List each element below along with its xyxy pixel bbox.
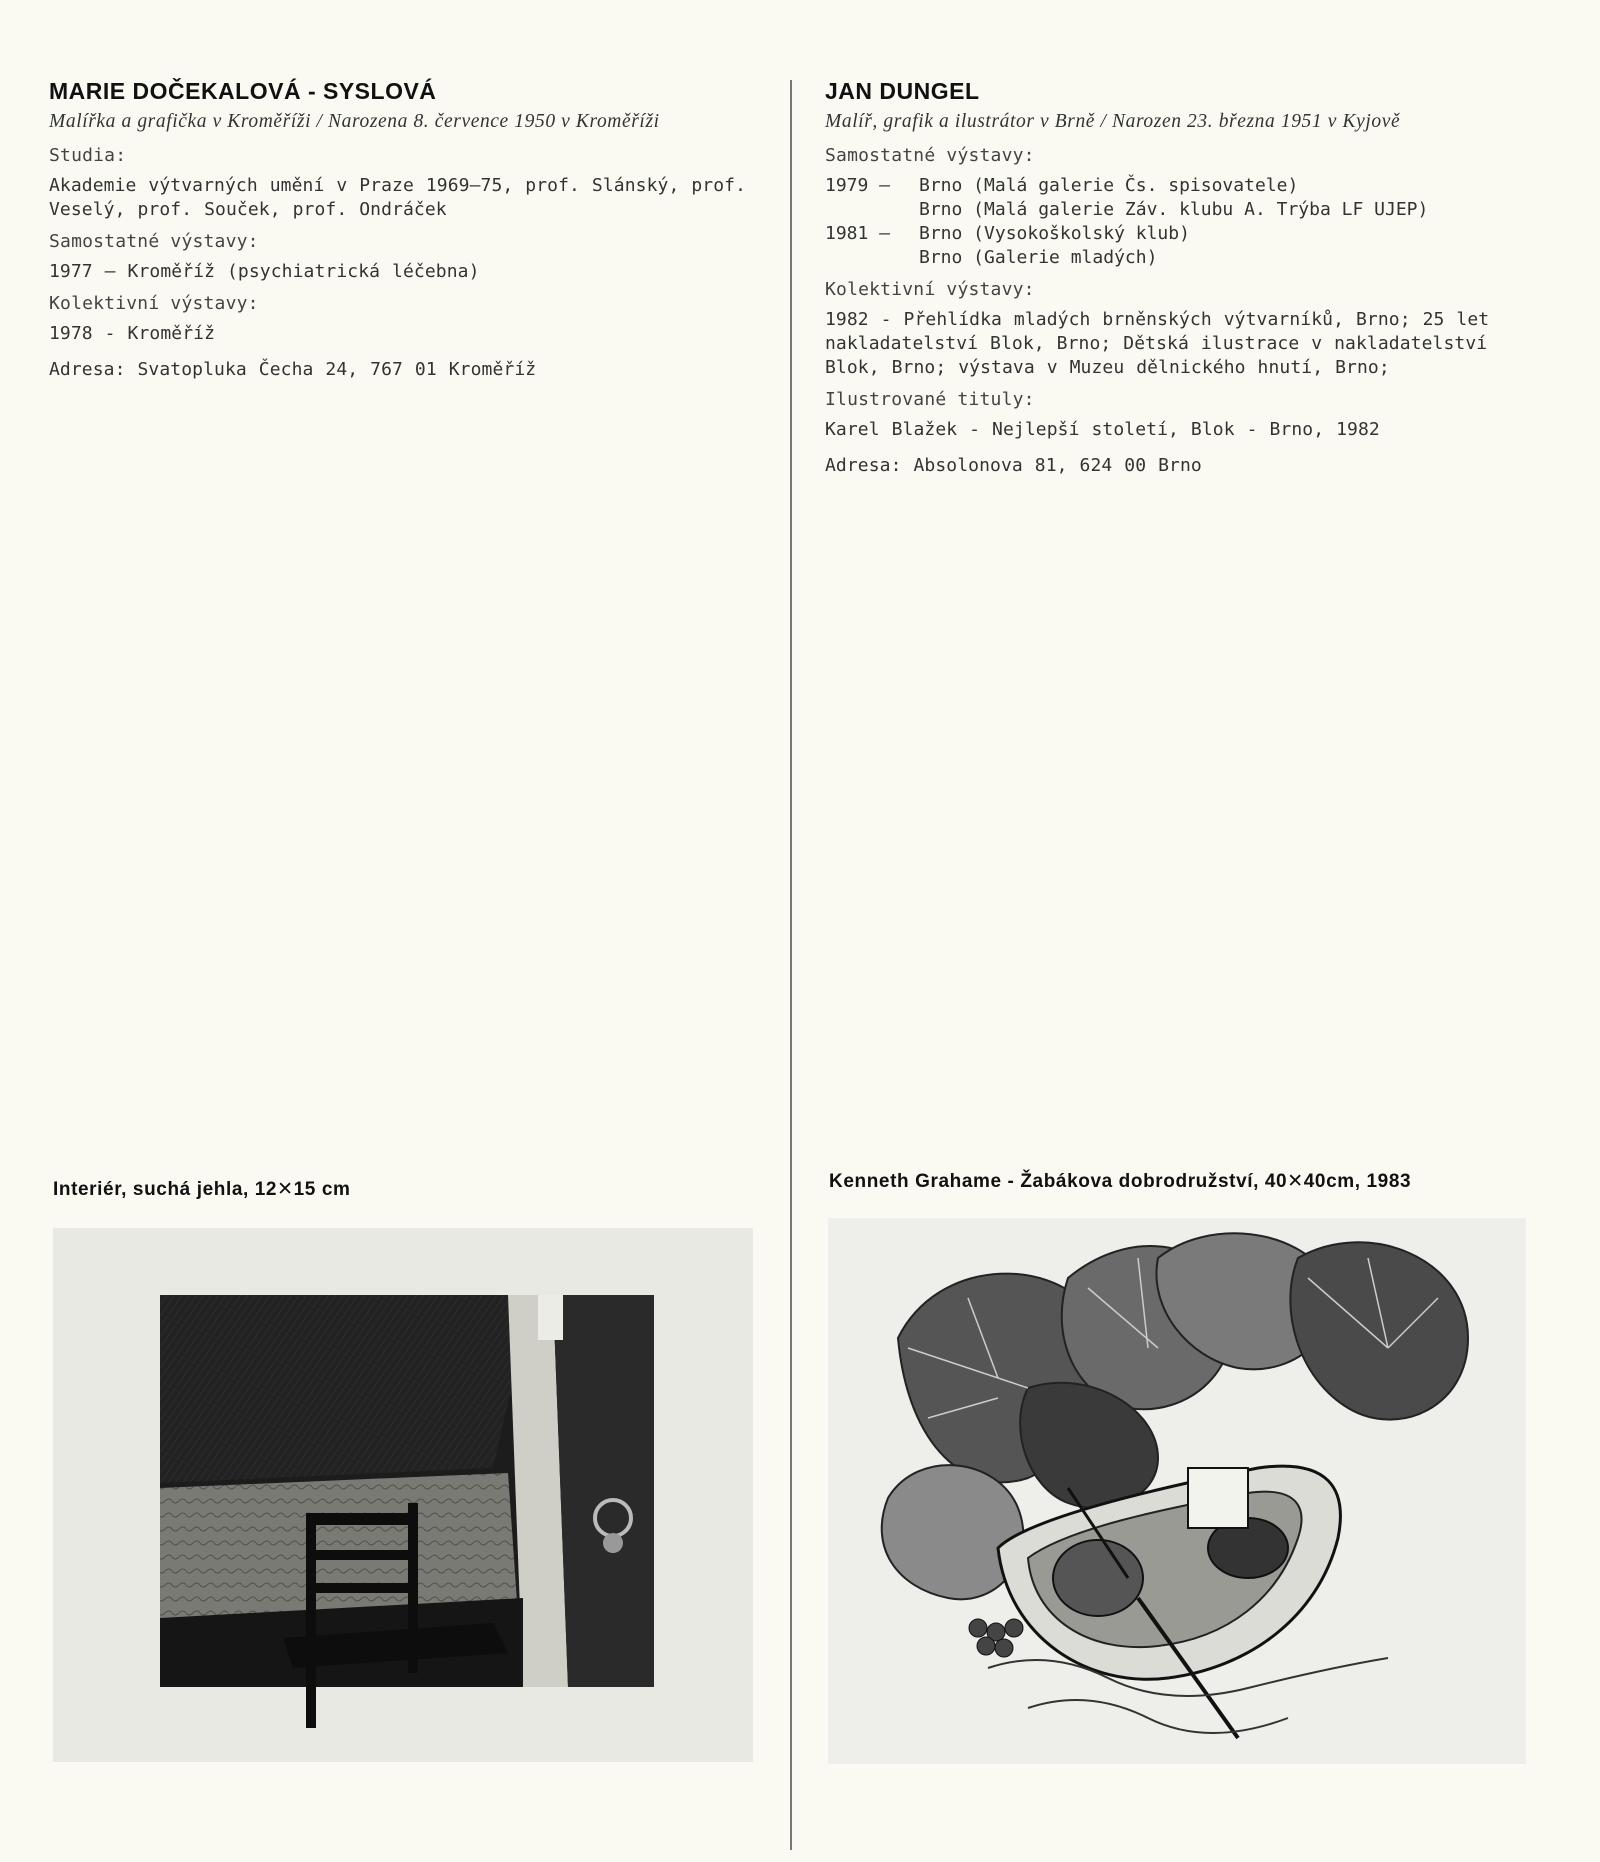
artwork-interior-image bbox=[53, 1228, 753, 1762]
exhibition-place: Brno (Vysokoškolský klub) bbox=[919, 223, 1190, 244]
illustrated-titles-label: Ilustrované tituly: bbox=[825, 389, 1035, 410]
exhibition-place: Brno (Malá galerie Záv. klubu A. Trýba LF UJEP) bbox=[919, 199, 1429, 220]
artist-subtitle: Malířka a grafička v Kroměříži / Narozena 8. července 1950 v Kroměříži bbox=[49, 111, 660, 132]
exhibition-year: 1981 — bbox=[825, 223, 891, 244]
artwork-caption-right: Kenneth Grahame - Žabákova dobrodružství, 40✕40cm, 1983 bbox=[829, 1171, 1412, 1192]
artist-entry-right bbox=[825, 78, 1530, 486]
address: Adresa: Svatopluka Čecha 24, 767 01 Kroměříž bbox=[49, 359, 537, 380]
exhibition-row bbox=[825, 246, 1530, 270]
artist-entry-left bbox=[49, 78, 759, 390]
solo-exhibitions-text: 1977 — Kroměříž (psychiatrická léčebna) bbox=[49, 261, 480, 282]
studies-text: Akademie výtvarných umění v Praze 1969—75, prof. Slánský, prof. Veselý, prof. Souček, prof. Ondráček bbox=[49, 175, 747, 220]
exhibition-year: 1979 — bbox=[825, 175, 891, 196]
exhibition-place: Brno (Malá galerie Čs. spisovatele) bbox=[919, 175, 1299, 196]
artwork-illustration-image bbox=[828, 1218, 1526, 1764]
column-divider bbox=[790, 80, 792, 1850]
studies-label: Studia: bbox=[49, 145, 127, 166]
group-exhibitions-text: 1982 - Přehlídka mladých brněnských výtvarníků, Brno; 25 let nakladatelství Blok, Brno; Dětská ilustrace v nakladatelství Blok, Brno; výstava v Muzeu dělnického hnutí, Brno; bbox=[825, 309, 1490, 378]
artist-name: MARIE DOČEKALOVÁ - SYSLOVÁ bbox=[49, 78, 437, 104]
illustrated-titles-text: Karel Blažek - Nejlepší století, Blok - Brno, 1982 bbox=[825, 419, 1380, 440]
artist-name: JAN DUNGEL bbox=[825, 78, 980, 104]
solo-exhibitions-list bbox=[825, 174, 1530, 270]
exhibition-row bbox=[825, 198, 1530, 222]
exhibition-year bbox=[825, 246, 919, 270]
group-exhibitions-label: Kolektivní výstavy: bbox=[825, 279, 1035, 300]
solo-exhibitions-label: Samostatné výstavy: bbox=[49, 231, 259, 252]
artist-subtitle: Malíř, grafik a ilustrátor v Brně / Narozen 23. března 1951 v Kyjově bbox=[825, 111, 1401, 132]
exhibition-row bbox=[825, 222, 1530, 246]
artwork-caption-left: Interiér, suchá jehla, 12✕15 cm bbox=[53, 1179, 351, 1200]
address: Adresa: Absolonova 81, 624 00 Brno bbox=[825, 455, 1202, 476]
exhibition-row bbox=[825, 174, 1530, 198]
group-exhibitions-text: 1978 - Kroměříž bbox=[49, 323, 216, 344]
group-exhibitions-label: Kolektivní výstavy: bbox=[49, 293, 259, 314]
exhibition-place: Brno (Galerie mladých) bbox=[919, 247, 1158, 268]
solo-exhibitions-label: Samostatné výstavy: bbox=[825, 145, 1035, 166]
exhibition-year bbox=[825, 198, 919, 222]
